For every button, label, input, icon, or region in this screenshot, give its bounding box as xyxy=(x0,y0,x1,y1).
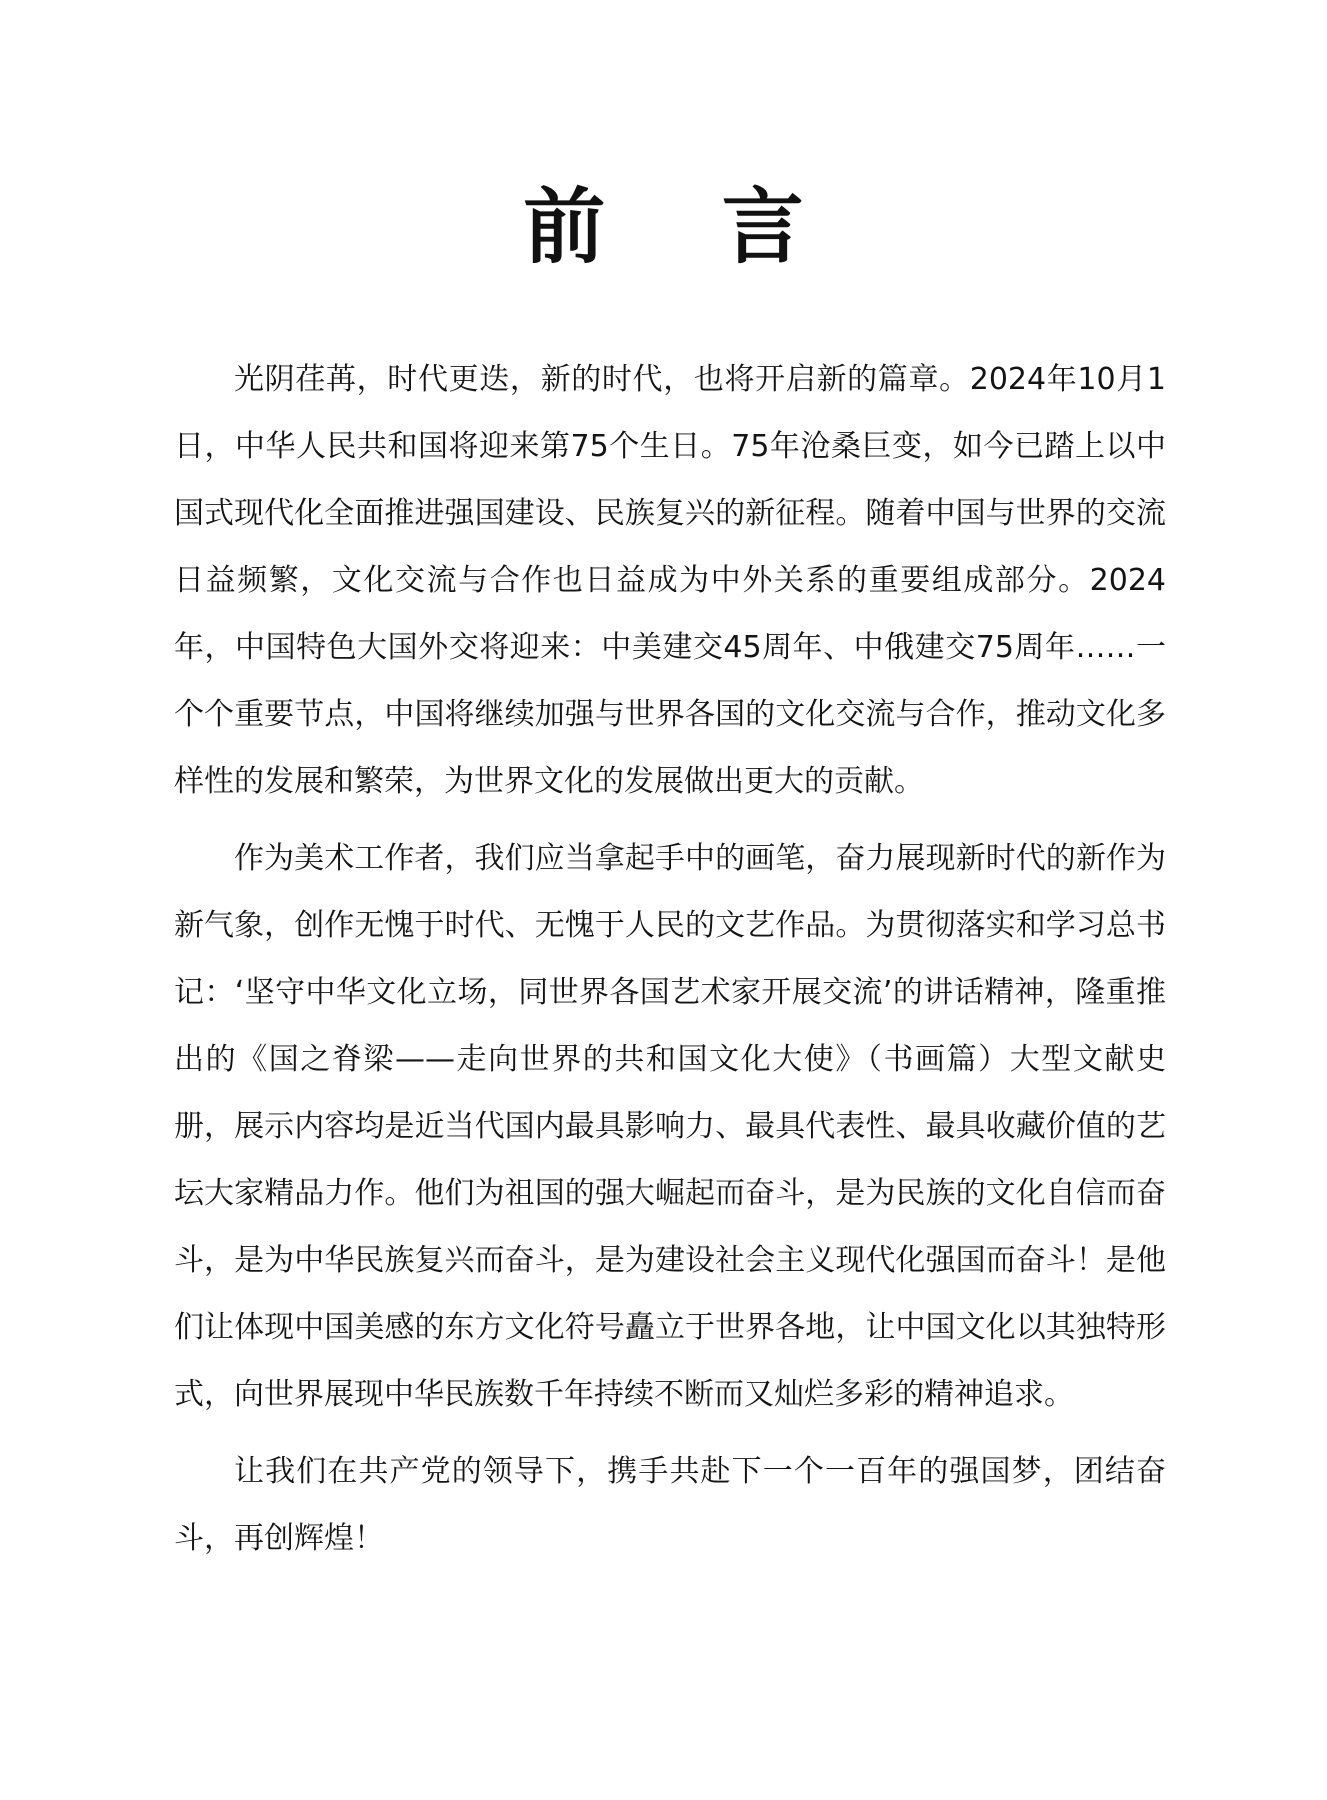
paragraph-2: 作为美术工作者，我们应当拿起手中的画笔，奋力展现新时代的新作为新气象，创作无愧于时代、无愧于人民的文艺作品。为贯彻落实和学习总书记：‘坚守中华文化立场，同世界各国艺术家开展交流’的讲话精神，隆重推出的《国之脊梁——走向世界的共和国文化大使》（书画篇）大型文献史册，展示内容均是近当代国内最具影响力、最具代表性、最具收藏价值的艺坛大家精品力作。他们为祖国的强大崛起而奋斗，是为民族的文化自信而奋斗，是为中华民族复兴而奋斗，是为建设社会主义现代化强国而奋斗！是他们让体现中国美感的东方文化符号矗立于世界各地，让中国文化以其独特形式，向世界展现中华民族数千年持续不断而又灿烂多彩的精神追求。 xyxy=(174,841,1166,1412)
paragraph-3: 让我们在共产党的领导下，携手共赴下一个一百年的强国梦，团结奋斗，再创辉煌！ xyxy=(174,1454,1166,1556)
page-title: 前 言 xyxy=(523,180,848,275)
preface-body xyxy=(174,346,1166,1582)
paragraph-1: 光阴荏苒，时代更迭，新的时代，也将开启新的篇章。2024年10月1日，中华人民共和国将迎来第75个生日。75年沧桑巨变，如今已踏上以中国式现代化全面推进强国建设、民族复兴的新征程。随着中国与世界的交流日益频繁，文化交流与合作也日益成为中外关系的重要组成部分。2024年，中国特色大国外交将迎来：中美建交45周年、中俄建交75周年……一个个重要节点，中国将继续加强与世界各国的文化交流与合作，推动文化多样性的发展和繁荣，为世界文化的发展做出更大的贡献。 xyxy=(174,362,1166,799)
